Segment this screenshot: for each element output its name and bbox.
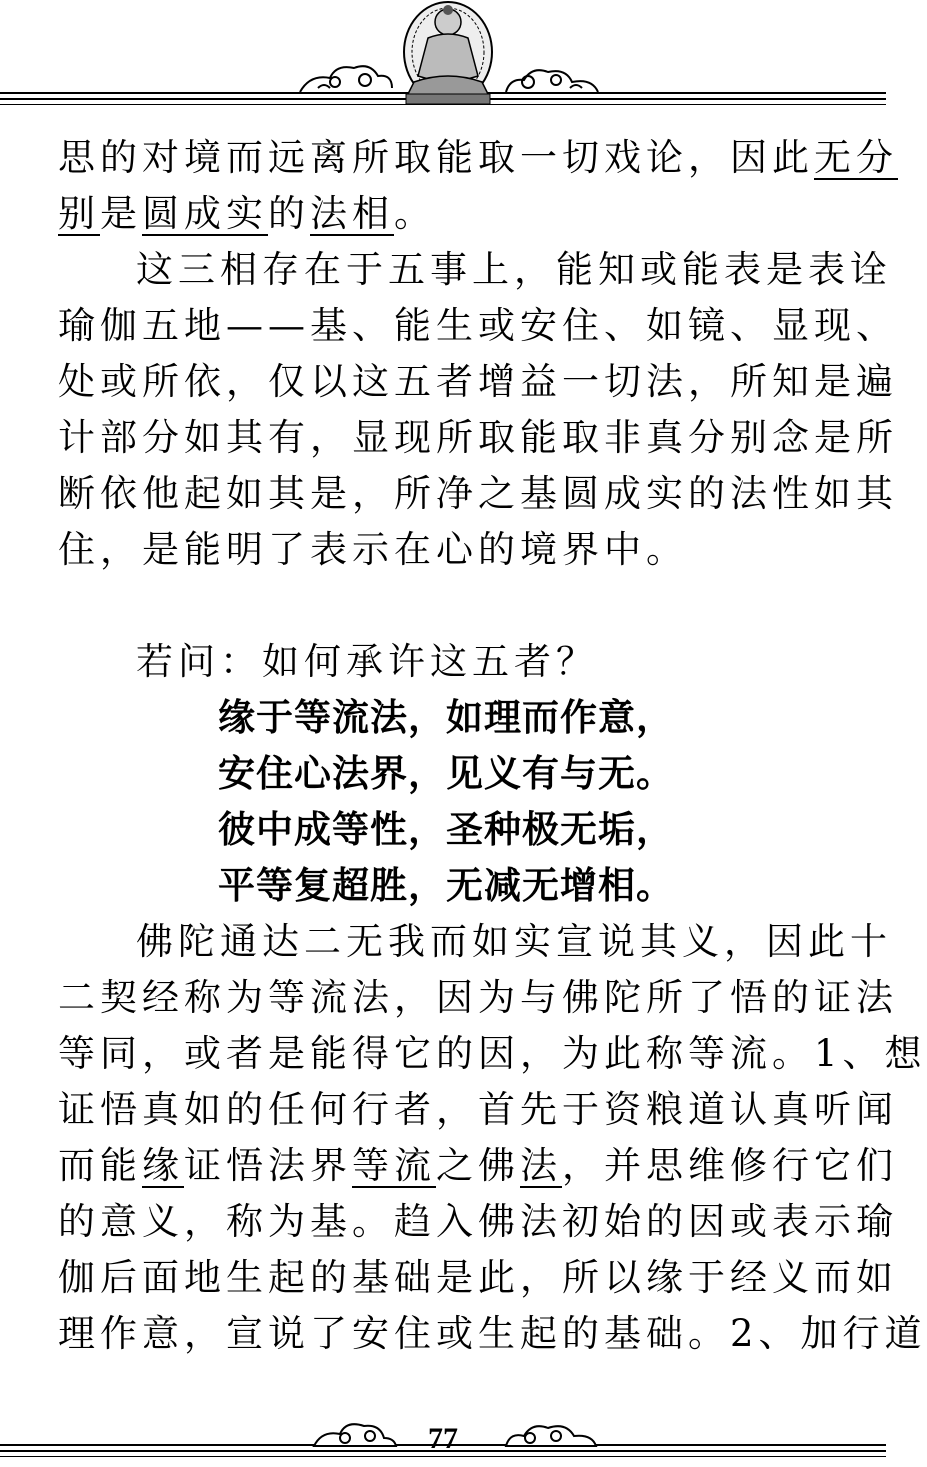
text-line: 证悟真如的任何行者，首先于资粮道认真听闻	[58, 1088, 898, 1131]
text-line: 等同，或者是能得它的因，为此称等流。1、想	[58, 1032, 927, 1075]
verse-line: 彼中成等性，圣种极无垢，	[218, 808, 674, 851]
underlined-term: 缘	[142, 1144, 184, 1187]
text-span: 证悟法界	[184, 1144, 352, 1187]
text-line: 住，是能明了表示在心的境界中。	[58, 528, 688, 571]
text-line: 处或所依，仅以这五者增益一切法，所知是遍	[58, 360, 898, 403]
text-line: 断依他起如其是，所净之基圆成实的法性如其	[58, 472, 898, 515]
text-line: 计部分如其有，显现所取能取非真分别念是所	[58, 416, 898, 459]
underlined-term: 别	[58, 192, 100, 235]
buddha-figure-icon	[404, 2, 492, 104]
paragraph-gap	[58, 578, 848, 634]
underlined-term: 法	[520, 1144, 562, 1187]
text-line: 瑜伽五地——基、能生或安住、如镜、显现、	[58, 304, 898, 347]
text-span: ，并思维修行它们	[562, 1144, 898, 1187]
text-line	[58, 186, 848, 242]
text-line	[58, 130, 898, 186]
cloud-ornament-left-icon	[300, 66, 392, 92]
text-line: 佛陀通达二无我而如实宣说其义，因此十	[136, 920, 892, 963]
underlined-term: 圆成实	[142, 192, 268, 235]
verse-line: 平等复超胜，无减无增相。	[218, 864, 674, 907]
text-line: 的意义，称为基。趋入佛法初始的因或表示瑜	[58, 1200, 898, 1243]
text-line: 理作意，宣说了安住或生起的基础。2、加行道	[58, 1312, 927, 1355]
main-text	[58, 130, 927, 1362]
text-line	[58, 1138, 898, 1194]
text-span: 的	[268, 192, 310, 235]
header-ornament	[0, 0, 886, 110]
text-span: 而能	[58, 1144, 142, 1187]
text-line: 二契经称为等流法，因为与佛陀所了悟的证法	[58, 976, 898, 1019]
verse-line: 安住心法界，见义有与无。	[218, 752, 674, 795]
text-span: 是	[100, 192, 142, 235]
question-line: 若问：如何承许这五者？	[136, 640, 598, 683]
text-span: 之佛	[436, 1144, 520, 1187]
underlined-term: 等流	[352, 1144, 436, 1187]
verse-line: 缘于等流法，如理而作意，	[218, 696, 674, 739]
text-span: 思的对境而远离所取能取一切戏论，因此	[58, 136, 814, 179]
page-number: 77	[428, 1422, 458, 1455]
cloud-ornament-right-icon	[506, 70, 598, 92]
text-span: 。	[394, 192, 436, 235]
text-line: 伽后面地生起的基础是此，所以缘于经义而如	[58, 1256, 898, 1299]
underlined-term: 法相	[310, 192, 394, 235]
page-header	[0, 0, 886, 110]
underlined-term: 无分	[814, 136, 898, 179]
text-line: 这三相存在于五事上，能知或能表是表诠	[136, 248, 892, 291]
